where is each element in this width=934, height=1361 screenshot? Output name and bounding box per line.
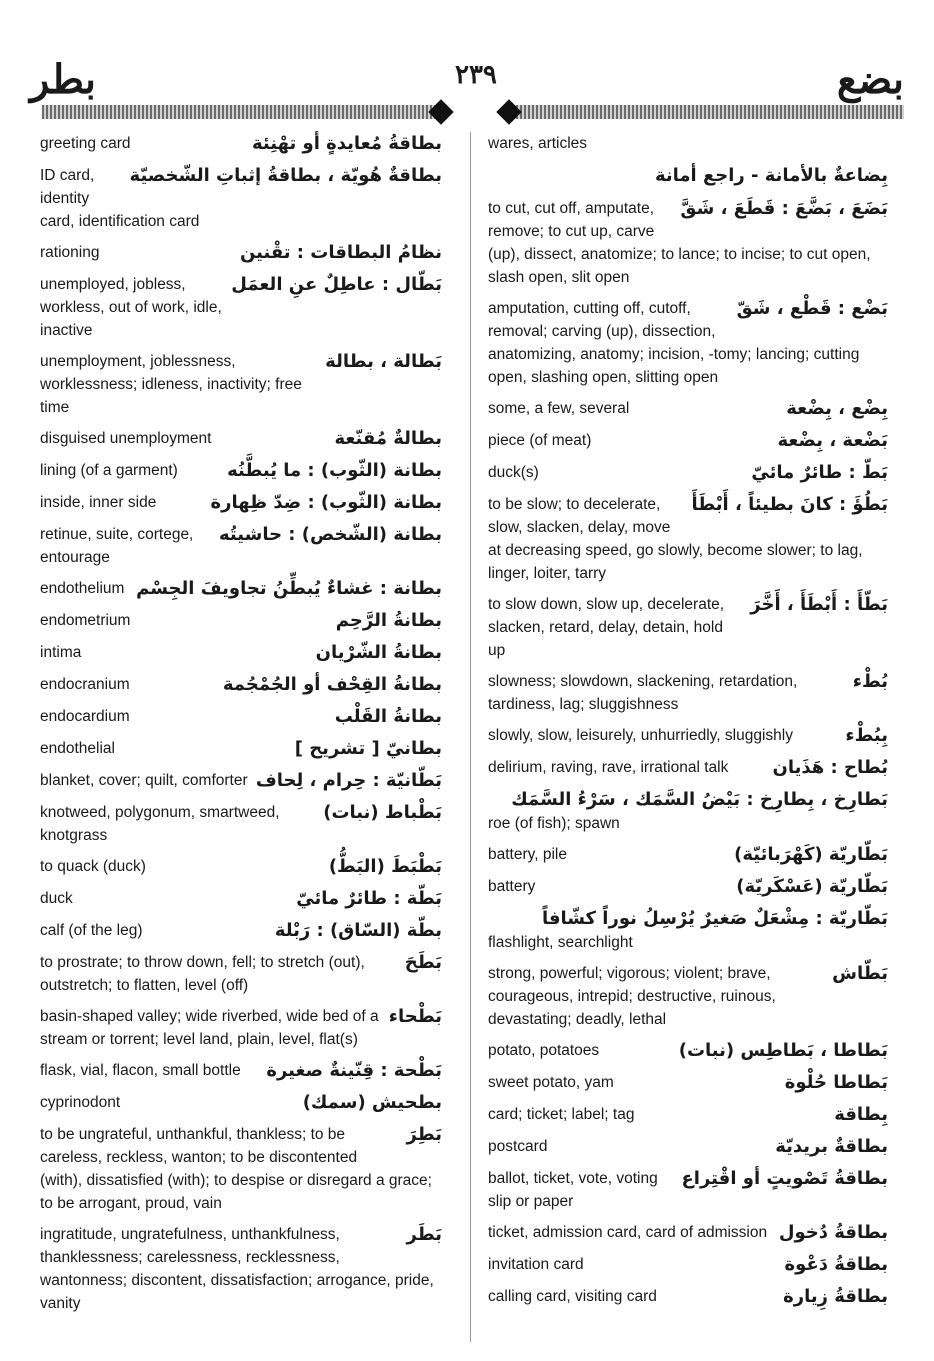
dictionary-entry <box>488 1167 888 1213</box>
dictionary-entry <box>488 756 888 780</box>
english-definition: endocardium <box>40 708 130 725</box>
arabic-headword: بطانةُ الشّرْيان <box>315 642 442 663</box>
arabic-headword: بطاقةُ دُخول <box>778 1222 888 1243</box>
dictionary-entry <box>40 427 442 451</box>
english-definition: retinue, suite, cortege, entourage <box>40 526 194 566</box>
arabic-headword: بَطاطا حُلْوة <box>784 1072 888 1093</box>
arabic-headword: بطّة (السّاق) : رَبْلة <box>274 920 442 941</box>
right-column <box>488 132 888 1317</box>
english-definition: endothelium <box>40 580 125 597</box>
dictionary-entry <box>488 1103 888 1127</box>
dictionary-entry <box>40 801 442 847</box>
dictionary-entry <box>40 705 442 729</box>
english-definition: slowness; slowdown, slackening, retardation, tardiness, lag; sluggishness <box>488 673 798 713</box>
english-definition: disguised unemployment <box>40 430 212 447</box>
dictionary-entry <box>488 493 888 585</box>
english-definition: intima <box>40 644 82 661</box>
english-definition: duck <box>40 890 73 907</box>
dictionary-entry <box>40 1005 442 1051</box>
arabic-headword: بَطِرَ <box>406 1124 442 1145</box>
english-definition: endometrium <box>40 612 131 629</box>
english-definition: basin-shaped valley; wide riverbed, wide bed of a stream or torrent; level land, plain, level, flat(s) <box>40 1008 379 1048</box>
arabic-headword: بطانةُ القَلْب <box>334 706 442 727</box>
english-definition: slowly, slow, leisurely, unhurriedly, sluggishly <box>488 727 793 744</box>
english-definition: ingratitude, ungratefulness, unthankfulness, thanklessness; carelessness, recklessness, wantonness; discontent, dissatisfaction; arrogance, pride, vanity <box>40 1226 434 1312</box>
arabic-headword: بطانة : غشاءٌ يُبطِّنُ تجاويفَ الجِسْم <box>136 578 442 599</box>
arabic-headword: بِضاعةٌ بالأمانة - راجع أمانة <box>654 165 888 186</box>
english-definition: amputation, cutting off, cutoff, removal; carving (up), dissection, anatomizing, anatomy; incision, -tomy; lancing; cutting open, slashing open, slitting open <box>488 300 860 386</box>
dictionary-entry <box>488 197 888 289</box>
english-definition: unemployment, joblessness, worklessness; idleness, inactivity; free time <box>40 353 302 416</box>
english-definition: to prostrate; to throw down, fell; to stretch (out), outstretch; to flatten, level (off) <box>40 954 365 994</box>
dictionary-entry <box>40 241 442 265</box>
english-definition: sweet potato, yam <box>488 1074 614 1091</box>
english-definition: postcard <box>488 1138 548 1155</box>
arabic-headword: بطاقةُ تَصْويتٍ أو اقْتِراع <box>681 1168 888 1189</box>
dictionary-entry <box>40 855 442 879</box>
dictionary-entry <box>40 641 442 665</box>
english-definition: rationing <box>40 244 100 261</box>
dictionary-entry <box>40 609 442 633</box>
dictionary-entry <box>40 164 442 233</box>
english-definition: flashlight, searchlight <box>488 934 633 951</box>
arabic-headword: بَطْحاء <box>388 1006 442 1027</box>
arabic-headword: بطانةُ الرَّحِم <box>335 610 442 631</box>
left-column <box>40 132 442 1323</box>
arabic-headword: بَطّانيّة : حِرام ، لِحاف <box>255 770 442 791</box>
english-definition: ticket, admission card, card of admission <box>488 1224 768 1241</box>
page-number: ٢٣٩ <box>455 60 497 89</box>
arabic-headword: بَطُؤَ : كانَ بطيئاً ، أَبْطَأَ <box>691 494 888 515</box>
english-definition: card; ticket; label; tag <box>488 1106 635 1123</box>
arabic-headword: بطحيش (سمك) <box>302 1092 442 1113</box>
english-definition: cyprinodont <box>40 1094 121 1111</box>
english-definition: endothelial <box>40 740 115 757</box>
dictionary-entry <box>40 523 442 569</box>
english-definition: invitation card <box>488 1256 584 1273</box>
english-definition: endocranium <box>40 676 130 693</box>
arabic-headword: بطاقةُ دَعْوة <box>784 1254 888 1275</box>
english-definition: ID card, identity card, identification card <box>40 167 200 230</box>
arabic-headword: بَطّاريّة (عَسْكَريّة) <box>736 876 888 897</box>
english-definition: wares, articles <box>488 135 588 152</box>
page-header <box>0 0 934 130</box>
dictionary-entry <box>40 673 442 697</box>
arabic-headword: بَضْعة ، بِضْعة <box>777 430 888 451</box>
dictionary-entry <box>488 132 888 155</box>
arabic-headword: بطاقةُ مُعايدةٍ أو تهْنِئة <box>251 133 442 154</box>
dictionary-entry <box>40 951 442 997</box>
dictionary-entry <box>40 132 442 156</box>
dictionary-entry <box>488 397 888 421</box>
english-definition: battery, pile <box>488 846 567 863</box>
arabic-headword: بطانةُ القِحْف أو الجُمْجُمة <box>222 674 442 695</box>
english-definition: knotweed, polygonum, smartweed, knotgrass <box>40 804 280 844</box>
arabic-headword: بطاقةٌ هُويّة ، بطاقةُ إثباتِ الشّخصيّة <box>129 165 442 186</box>
dictionary-entry <box>488 875 888 899</box>
arabic-headword: بَطّة : طائرٌ مائيّ <box>296 888 442 909</box>
arabic-headword: بَطّاريّة (كَهْرَبائيّة) <box>734 844 888 865</box>
dictionary-entry <box>488 843 888 867</box>
dictionary-entry <box>40 491 442 515</box>
arabic-headword: بَطّ : طائرٌ مائيّ <box>751 462 888 483</box>
arabic-headword: بَطّاريّة : مِشْعَلٌ صَغيرٌ يُرْسِلُ نوراً كشّافاً <box>541 908 888 929</box>
arabic-headword: بطانيّ [ تشريح ] <box>294 738 442 759</box>
arabic-headword: بَطاطا ، بَطاطِس (نبات) <box>678 1040 888 1061</box>
arabic-headword: بَطّاش <box>832 963 888 984</box>
arabic-headword: بطانة (الثّوب) : ما يُبطَّنُه <box>227 460 442 481</box>
dictionary-entry <box>488 1039 888 1063</box>
dictionary-entry <box>488 593 888 662</box>
arabic-headword: بَطَحَ <box>404 952 442 973</box>
english-definition: greeting card <box>40 135 131 152</box>
dictionary-entry <box>40 273 442 342</box>
dictionary-entry <box>40 1223 442 1315</box>
dictionary-entry <box>488 788 888 835</box>
dictionary-entry <box>488 907 888 954</box>
english-definition: unemployed, jobless, workless, out of work, idle, inactive <box>40 276 222 339</box>
dictionary-entry <box>40 1091 442 1115</box>
english-definition: blanket, cover; quilt, comforter <box>40 772 248 789</box>
rule-diamond-ornament <box>428 99 453 124</box>
arabic-headword: بطاقةُ زِيارة <box>783 1286 888 1307</box>
header-rule-left <box>42 105 440 119</box>
dictionary-entry <box>488 297 888 389</box>
english-definition: potato, potatoes <box>488 1042 600 1059</box>
english-definition: to slow down, slow up, decelerate, slacken, retard, delay, detain, hold up <box>488 596 725 659</box>
english-definition: to cut, cut off, amputate, remove; to cut up, carve (up), dissect, anatomize; to lance; to incise; to cut open, slash open, slit open <box>488 200 871 286</box>
arabic-headword: بَطّال : عاطِلٌ عنِ العمَل <box>231 274 442 295</box>
arabic-headword: بطاقةٌ بريديّة <box>775 1136 888 1157</box>
english-definition: roe (of fish); spawn <box>488 815 620 832</box>
english-definition: some, a few, several <box>488 400 630 417</box>
english-definition: strong, powerful; vigorous; violent; brave, courageous, intrepid; destructive, ruinous, devastating; deadly, lethal <box>488 965 776 1028</box>
arabic-headword: بُطْء <box>852 671 888 692</box>
english-definition: calling card, visiting card <box>488 1288 657 1305</box>
arabic-headword: بَطْحة : قِنّينةٌ صغيرة <box>266 1060 442 1081</box>
english-definition: to be slow; to decelerate, slow, slacken, delay, move at decreasing speed, go slowly, become slower; to lag, linger, loiter, tarry <box>488 496 863 582</box>
dictionary-entry <box>40 577 442 601</box>
dictionary-entry <box>488 1221 888 1245</box>
english-definition: battery <box>488 878 536 895</box>
english-definition: flask, vial, flacon, small bottle <box>40 1062 241 1079</box>
arabic-headword: بَطْبَطَ (البَطُّ) <box>328 856 442 877</box>
right-running-headword: بضع <box>836 57 904 102</box>
arabic-headword: نظامُ البطاقات : تقْنين <box>239 242 442 263</box>
dictionary-entry <box>40 1059 442 1083</box>
arabic-headword: بطانة (الثّوب) : ضِدّ ظِهارة <box>210 492 442 513</box>
english-definition: calf (of the leg) <box>40 922 143 939</box>
dictionary-entry <box>488 1135 888 1159</box>
arabic-headword: بَطارِخ ، بِطارِخ : بَيْضُ السَّمَك ، سَرْءُ السَّمَك <box>511 789 888 810</box>
english-definition: delirium, raving, rave, irrational talk <box>488 759 729 776</box>
arabic-headword: بَضَعَ ، بَضَّعَ : قَطَعَ ، شَقَّ <box>680 198 888 219</box>
dictionary-entry <box>40 350 442 419</box>
dictionary-entry <box>488 1285 888 1309</box>
left-running-headword: بطر <box>30 57 97 102</box>
arabic-headword: بُطاح : هَذَيان <box>772 757 888 778</box>
header-rule-right <box>512 105 904 119</box>
arabic-headword: بِضْع ، بِضْعة <box>786 398 888 419</box>
dictionary-entry <box>488 163 888 189</box>
dictionary-entry <box>488 461 888 485</box>
arabic-headword: بطانة (الشّخص) : حاشيتُه <box>219 524 442 545</box>
dictionary-entry <box>40 769 442 793</box>
dictionary-entry <box>488 724 888 748</box>
english-definition: to be ungrateful, unthankful, thankless; to be careless, reckless, wanton; to be discontented (with), dissatisfied (with); to despise or disregard a grace; to be arrogant, proud, vain <box>40 1126 432 1212</box>
dictionary-entry <box>488 962 888 1031</box>
english-definition: inside, inner side <box>40 494 157 511</box>
arabic-headword: بَضْع : قَطْع ، شَقّ <box>736 298 888 319</box>
english-definition: ballot, ticket, vote, voting slip or paper <box>488 1170 658 1210</box>
rule-diamond-ornament <box>496 99 521 124</box>
arabic-headword: بَطّأَ : أَبْطَأَ ، أَخَّرَ <box>750 594 888 615</box>
arabic-headword: بِطاقة <box>834 1104 888 1125</box>
dictionary-entry <box>40 887 442 911</box>
english-definition: duck(s) <box>488 464 539 481</box>
english-definition: to quack (duck) <box>40 858 146 875</box>
arabic-headword: بِبُطْء <box>845 725 888 746</box>
dictionary-entry <box>40 919 442 943</box>
arabic-headword: بَطالة ، بطالة <box>325 351 442 372</box>
english-definition: piece (of meat) <box>488 432 592 449</box>
arabic-headword: بَطْباط (نبات) <box>323 802 442 823</box>
dictionary-entry <box>40 1123 442 1215</box>
dictionary-entry <box>40 459 442 483</box>
arabic-headword: بطالةٌ مُقنّعة <box>334 428 442 449</box>
english-definition: lining (of a garment) <box>40 462 178 479</box>
dictionary-entry <box>488 1071 888 1095</box>
dictionary-entry <box>488 429 888 453</box>
dictionary-entry <box>488 670 888 716</box>
arabic-headword: بَطَر <box>406 1224 442 1245</box>
column-divider <box>470 132 471 1342</box>
dictionary-entry <box>488 1253 888 1277</box>
dictionary-entry <box>40 737 442 761</box>
